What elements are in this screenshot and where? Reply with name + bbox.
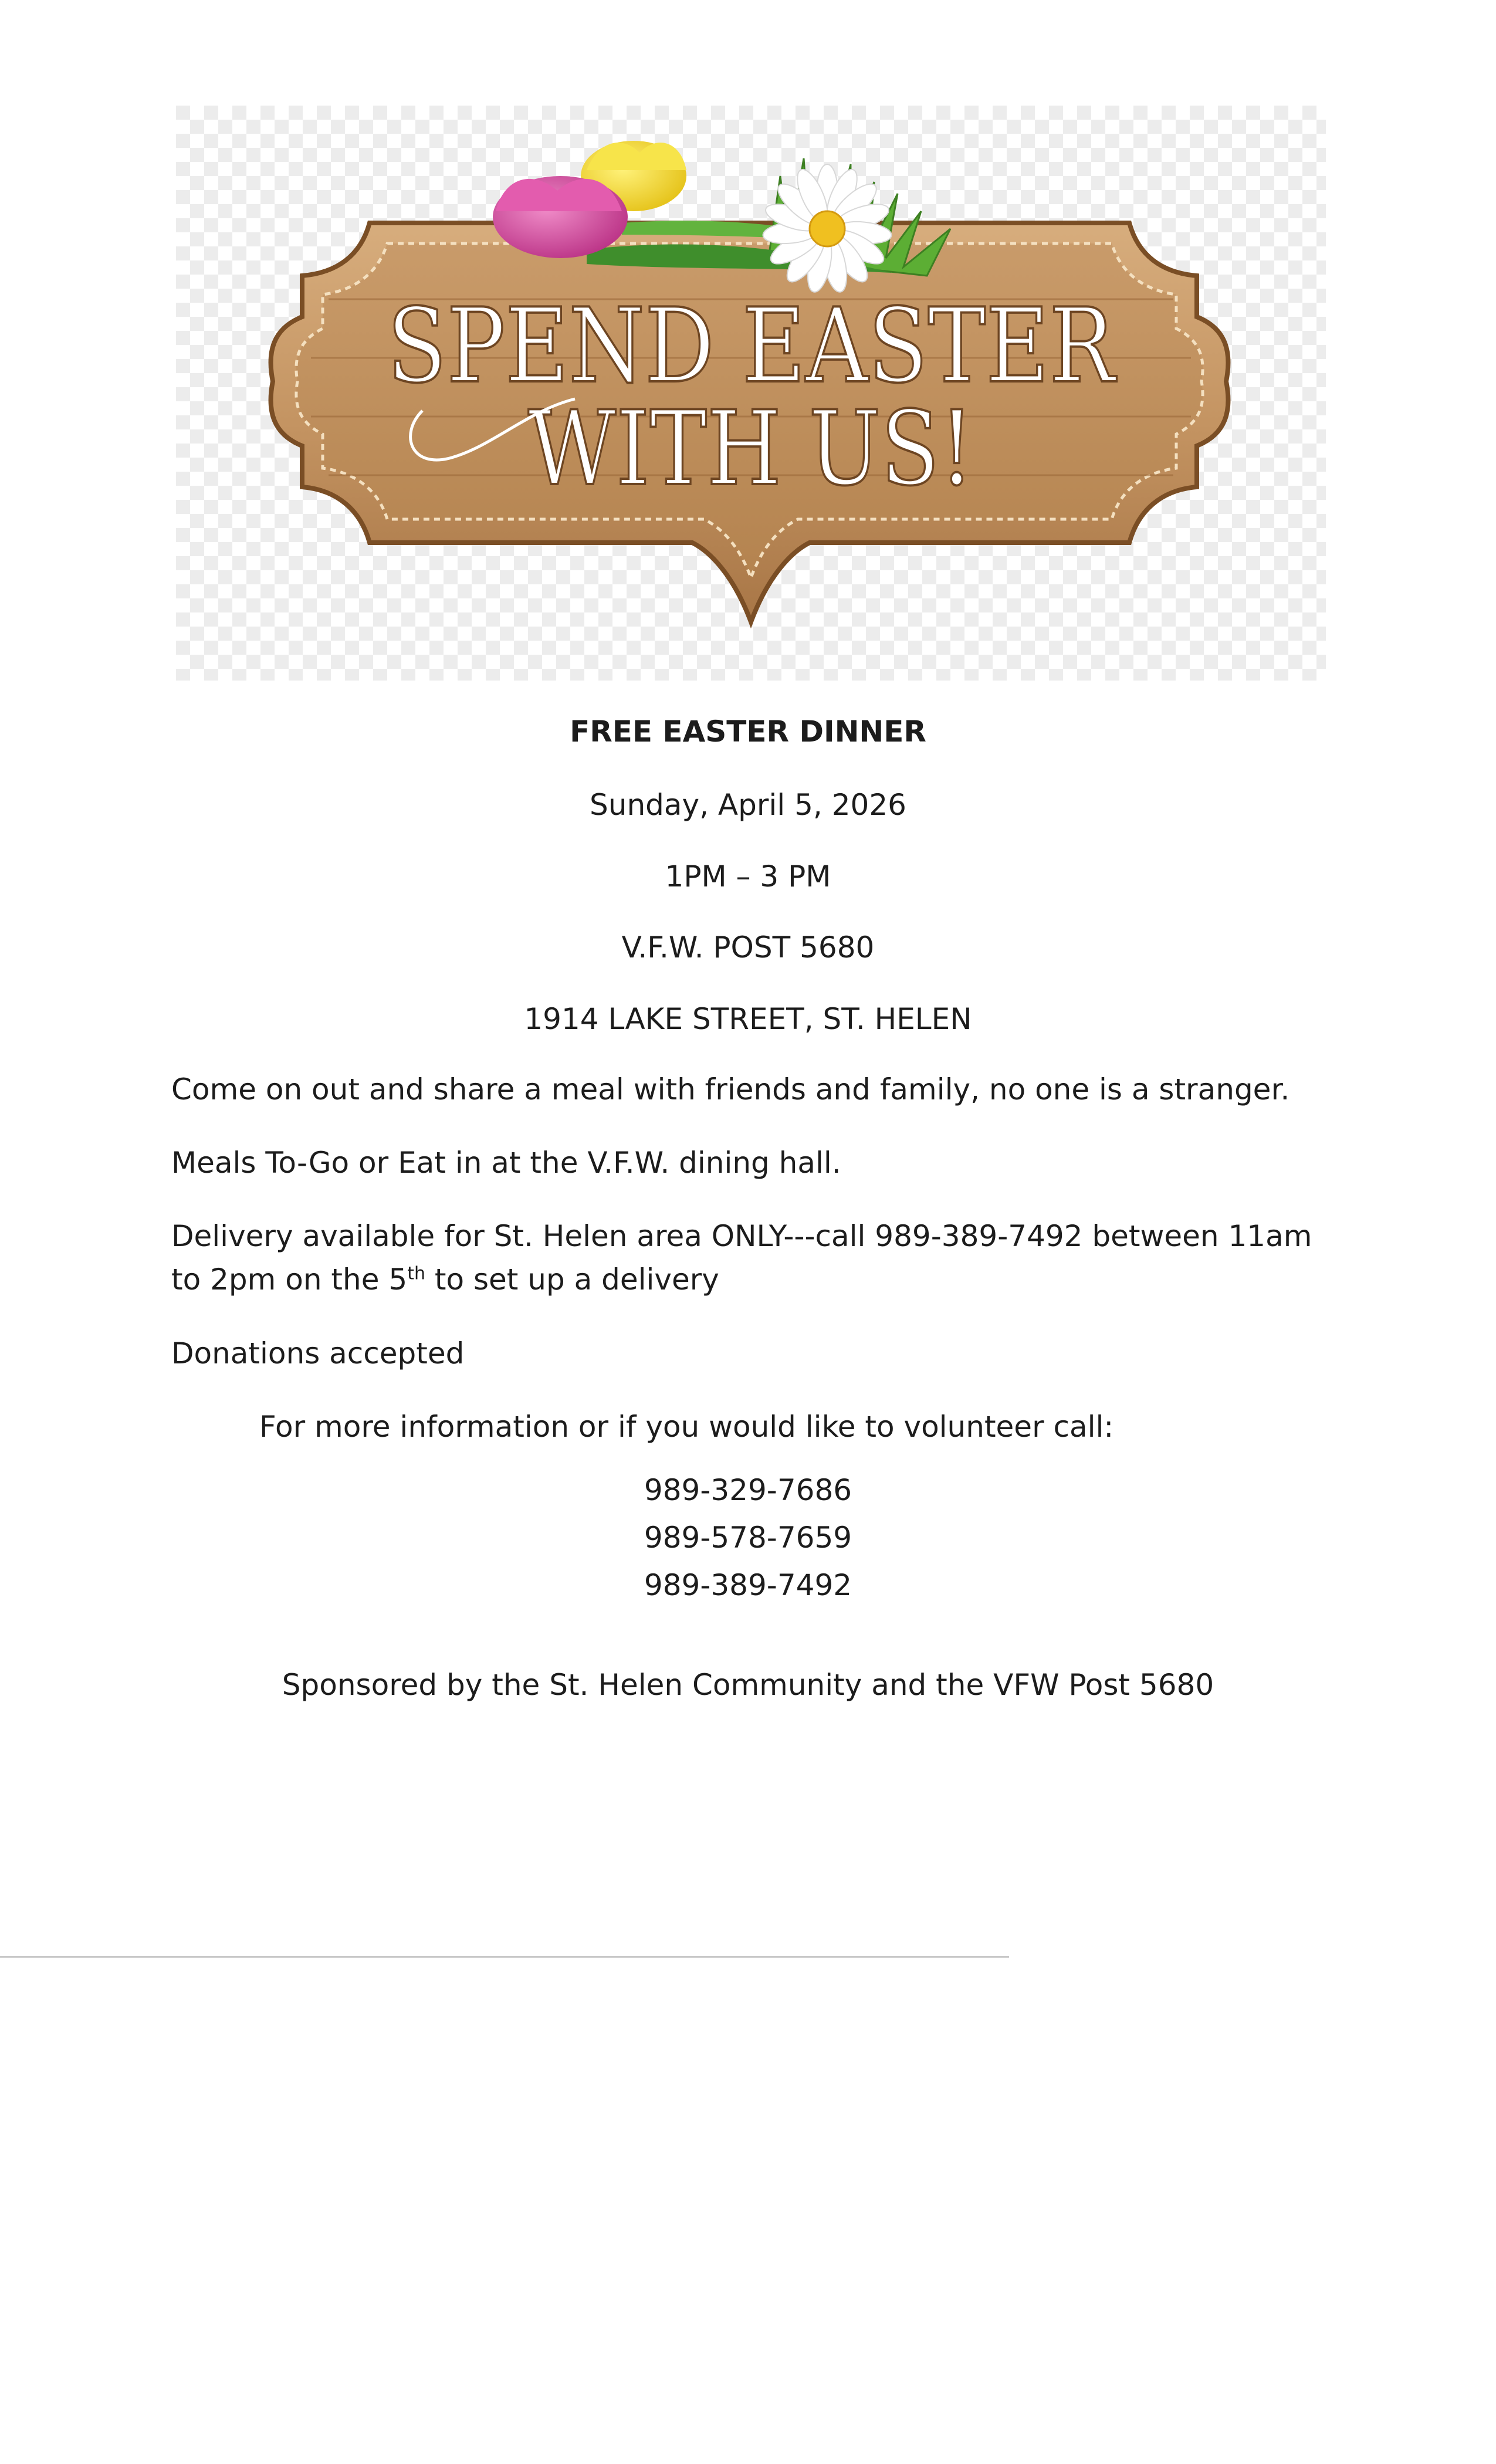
pink-tulip-icon xyxy=(493,176,628,258)
delivery-ordinal: th xyxy=(407,1263,425,1284)
phone-number: 989-329-7686 xyxy=(644,1473,852,1507)
invite-paragraph: Come on out and share a meal with friends and family, no one is a stranger. xyxy=(171,1072,1290,1106)
scan-divider xyxy=(0,1956,1009,1958)
event-address: 1914 LAKE STREET, ST. HELEN xyxy=(524,1002,972,1036)
sponsor-line: Sponsored by the St. Helen Community and the VFW Post 5680 xyxy=(282,1668,1214,1702)
delivery-text: Delivery available for St. Helen area ONLY---call 989-389-7492 between 11am to 2pm on the 5 xyxy=(171,1219,1312,1297)
meals-paragraph: Meals To-Go or Eat in at the V.F.W. dining hall. xyxy=(171,1146,841,1180)
spend-easter-banner xyxy=(176,106,1326,681)
event-date: Sunday, April 5, 2026 xyxy=(590,788,906,822)
phone-number: 989-389-7492 xyxy=(644,1568,852,1602)
contact-prompt: For more information or if you would like to volunteer call: xyxy=(259,1410,1114,1444)
event-time: 1PM – 3 PM xyxy=(665,859,831,893)
event-venue: V.F.W. POST 5680 xyxy=(621,930,875,964)
delivery-text-end: to set up a delivery xyxy=(425,1263,719,1297)
donations-paragraph: Donations accepted xyxy=(171,1336,465,1370)
banner-title-line2: WITH US! xyxy=(528,390,974,509)
banner-title-line1: SPEND EASTER xyxy=(387,287,1117,406)
phone-list xyxy=(0,1467,1496,1609)
phone-number: 989-578-7659 xyxy=(644,1521,852,1555)
delivery-paragraph xyxy=(171,1214,1333,1301)
event-heading: FREE EASTER DINNER xyxy=(570,715,926,749)
